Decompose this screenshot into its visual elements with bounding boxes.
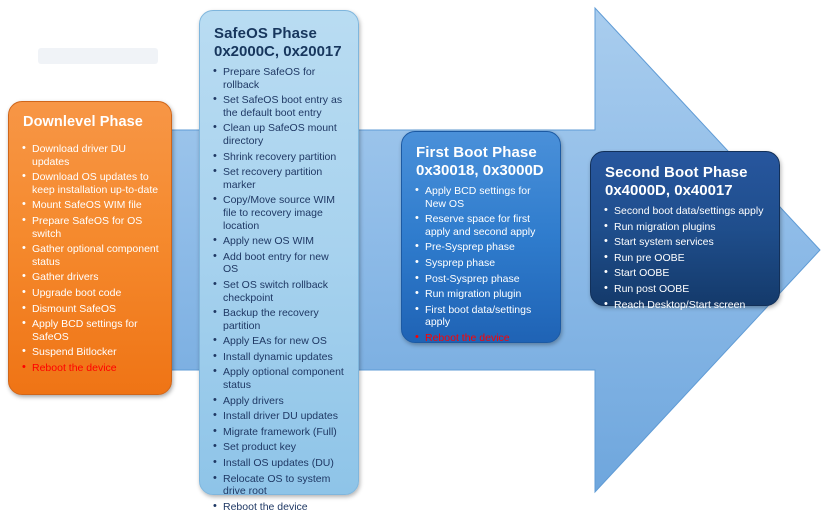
list-item: • Install OS updates (DU) (212, 457, 346, 470)
list-item: • Set OS switch rollback checkpoint (212, 279, 346, 304)
phase-box-first-boot[interactable] (401, 131, 561, 343)
list-item: • Prepare SafeOS for OS switch (21, 215, 159, 240)
list-item: • Apply optional component status (212, 366, 346, 391)
phase-items-first-boot (414, 185, 548, 345)
list-item: • Second boot data/settings apply (603, 205, 767, 218)
list-item: • Apply EAs for new OS (212, 335, 346, 348)
phase-title-safeos: SafeOS Phase (214, 25, 317, 42)
list-item: • Apply BCD settings for SafeOS (21, 318, 159, 343)
phase-items-downlevel (21, 143, 159, 375)
list-item: • Clean up SafeOS mount directory (212, 122, 346, 147)
list-item-reboot: • Reboot the device (212, 501, 346, 513)
list-item: • Upgrade boot code (21, 287, 159, 300)
list-item: • Install driver DU updates (212, 410, 346, 423)
list-item: • Run post OOBE (603, 283, 767, 296)
phase-box-downlevel[interactable] (8, 101, 172, 395)
phase-title-downlevel: Downlevel Phase (23, 114, 143, 130)
list-item: • Set product key (212, 441, 346, 454)
list-item: • Start system services (603, 236, 767, 249)
list-item: • Shrink recovery partition (212, 151, 346, 164)
list-item: • Reserve space for first apply and second apply (414, 213, 548, 238)
list-item: • Prepare SafeOS for rollback (212, 66, 346, 91)
list-item: • Install dynamic updates (212, 351, 346, 364)
list-item: • Run migration plugins (603, 221, 767, 234)
list-item: • Post-Sysprep phase (414, 273, 548, 286)
list-item: • Gather drivers (21, 271, 159, 284)
list-item: • Relocate OS to system drive root (212, 473, 346, 498)
phase-box-second-boot[interactable] (590, 151, 780, 311)
list-item-reboot: • Reboot the device (414, 332, 548, 345)
list-item: • Mount SafeOS WIM file (21, 199, 159, 212)
list-item: • Reach Desktop/Start screen (603, 299, 767, 312)
list-item: • First boot data/settings apply (414, 304, 548, 329)
watermark (38, 48, 158, 64)
phase-code-second-boot: 0x4000D, 0x40017 (605, 182, 733, 199)
phase-box-safeos[interactable] (199, 10, 359, 513)
list-item: • Run migration plugin (414, 288, 548, 301)
phase-title-first-boot: First Boot Phase (416, 144, 537, 161)
list-item: • Download driver DU updates (21, 143, 159, 168)
list-item: • Backup the recovery partition (212, 307, 346, 332)
list-item: • Start OOBE (603, 267, 767, 280)
list-item: • Suspend Bitlocker (21, 346, 159, 359)
list-item: • Apply drivers (212, 395, 346, 408)
list-item: • Apply BCD settings for New OS (414, 185, 548, 210)
list-item: • Sysprep phase (414, 257, 548, 270)
phase-items-safeos (212, 66, 346, 513)
list-item-reboot: • Reboot the device (21, 362, 159, 375)
phase-items-second-boot (603, 205, 767, 311)
list-item: • Apply new OS WIM (212, 235, 346, 248)
list-item: • Pre-Sysprep phase (414, 241, 548, 254)
list-item: • Set recovery partition marker (212, 166, 346, 191)
phase-code-first-boot: 0x30018, 0x3000D (416, 162, 544, 179)
list-item: • Add boot entry for new OS (212, 251, 346, 276)
phase-title-second-boot: Second Boot Phase (605, 164, 748, 181)
list-item: • Set SafeOS boot entry as the default boot entry (212, 94, 346, 119)
phase-code-safeos: 0x2000C, 0x20017 (214, 43, 342, 60)
list-item: • Run pre OOBE (603, 252, 767, 265)
list-item: • Gather optional component status (21, 243, 159, 268)
list-item: • Download OS updates to keep installation up-to-date (21, 171, 159, 196)
list-item: • Migrate framework (Full) (212, 426, 346, 439)
list-item: • Copy/Move source WIM file to recovery image location (212, 194, 346, 232)
list-item: • Dismount SafeOS (21, 303, 159, 316)
